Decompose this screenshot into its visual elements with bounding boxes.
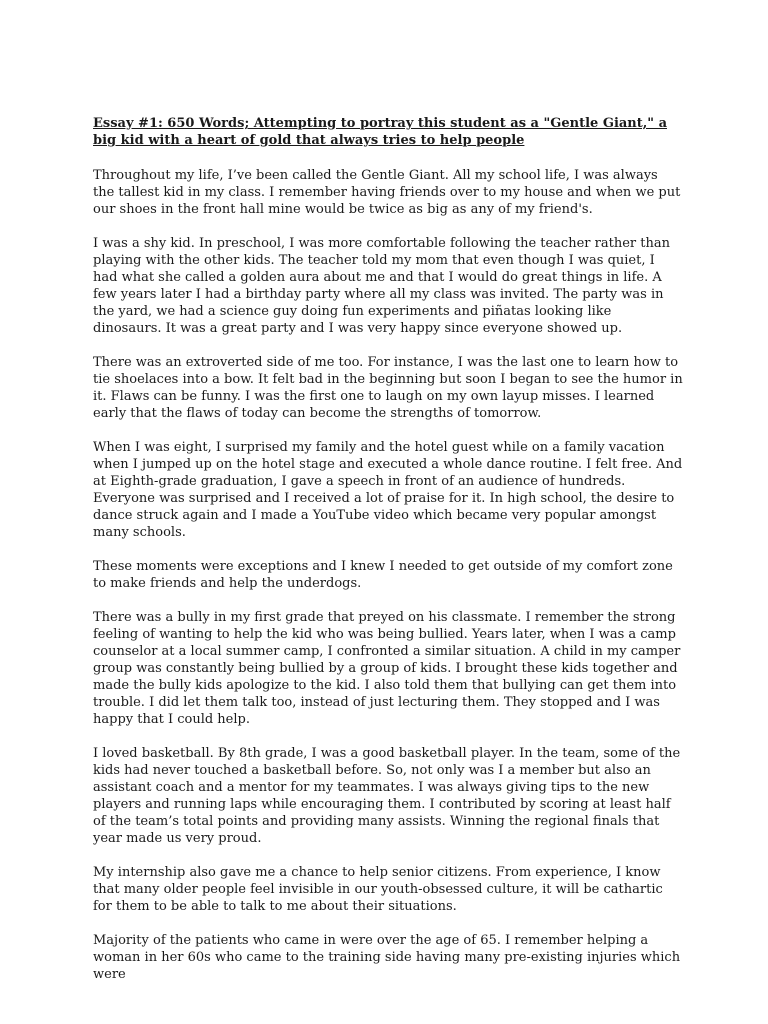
paragraph: My internship also gave me a chance to help senior citizens. From experience, I know that many older people feel invisible in our youth-obsessed culture, it will be cathartic for them to be able to talk to me about their situations. — [93, 865, 663, 914]
paragraph: Throughout my life, I’ve been called the Gentle Giant. All my school life, I was always the tallest kid in my class. I remember having friends over to my house and when we put our shoes in the front hall mine would be twice as big as any of my friend's. — [93, 168, 681, 217]
essay-body — [93, 115, 683, 1000]
paragraph: There was an extroverted side of me too. For instance, I was the last one to learn how to tie shoelaces into a bow. It felt bad in the beginning but soon I began to see the humor in it. Flaws can be funny. I was the first one to laugh on my own layup misses. I learned early that the flaws of today can become the strengths of tomorrow. — [93, 355, 683, 421]
paragraph: I was a shy kid. In preschool, I was more comfortable following the teacher rather than playing with the other kids. The teacher told my mom that even though I was quiet, I had what she called a golden aura about me and that I would do great things in life. A few years later I had a birthday party where all my class was invited. The party was in the yard, we had a science guy doing fun experiments and piñatas looking like dinosaurs. It was a great party and I was very happy since everyone showed up. — [93, 236, 670, 336]
paragraph: There was a bully in my first grade that preyed on his classmate. I remember the strong feeling of wanting to help the kid who was being bullied. Years later, when I was a camp counselor at a local summer camp, I confronted a similar situation. A child in my camper group was constantly being bullied by a group of kids. I brought these kids together and made the bully kids apologize to the kid. I also told them that bullying can get them into trouble. I did let them talk too, instead of just lecturing them. They stopped and I was happy that I could help. — [93, 610, 681, 727]
paragraph: These moments were exceptions and I knew I needed to get outside of my comfort zone to make friends and help the underdogs. — [93, 559, 673, 591]
essay-title: Essay #1: 650 Words; Attempting to portray this student as a "Gentle Giant," a big kid with a heart of gold that always tries to help people — [93, 116, 668, 148]
paragraph: When I was eight, I surprised my family and the hotel guest while on a family vacation when I jumped up on the hotel stage and executed a whole dance routine. I felt free. And at Eighth-grade graduation, I gave a speech in front of an audience of hundreds. Everyone was surprised and I received a lot of praise for it. In high school, the desire to dance struck again and I made a YouTube video which became very popular amongst many schools. — [93, 440, 683, 540]
paragraph: I loved basketball. By 8th grade, I was a good basketball player. In the team, some of the kids had never touched a basketball before. So, not only was I a member but also an assistant coach and a mentor for my teammates. I was always giving tips to the new players and running laps while encouraging them. I contributed by scoring at least half of the team’s total points and providing many assists. Winning the regional finals that year made us very proud. — [93, 746, 681, 846]
paragraph: Majority of the patients who came in were over the age of 65. I remember helping a woman in her 60s who came to the training side having many pre-existing injuries which were — [93, 933, 681, 982]
